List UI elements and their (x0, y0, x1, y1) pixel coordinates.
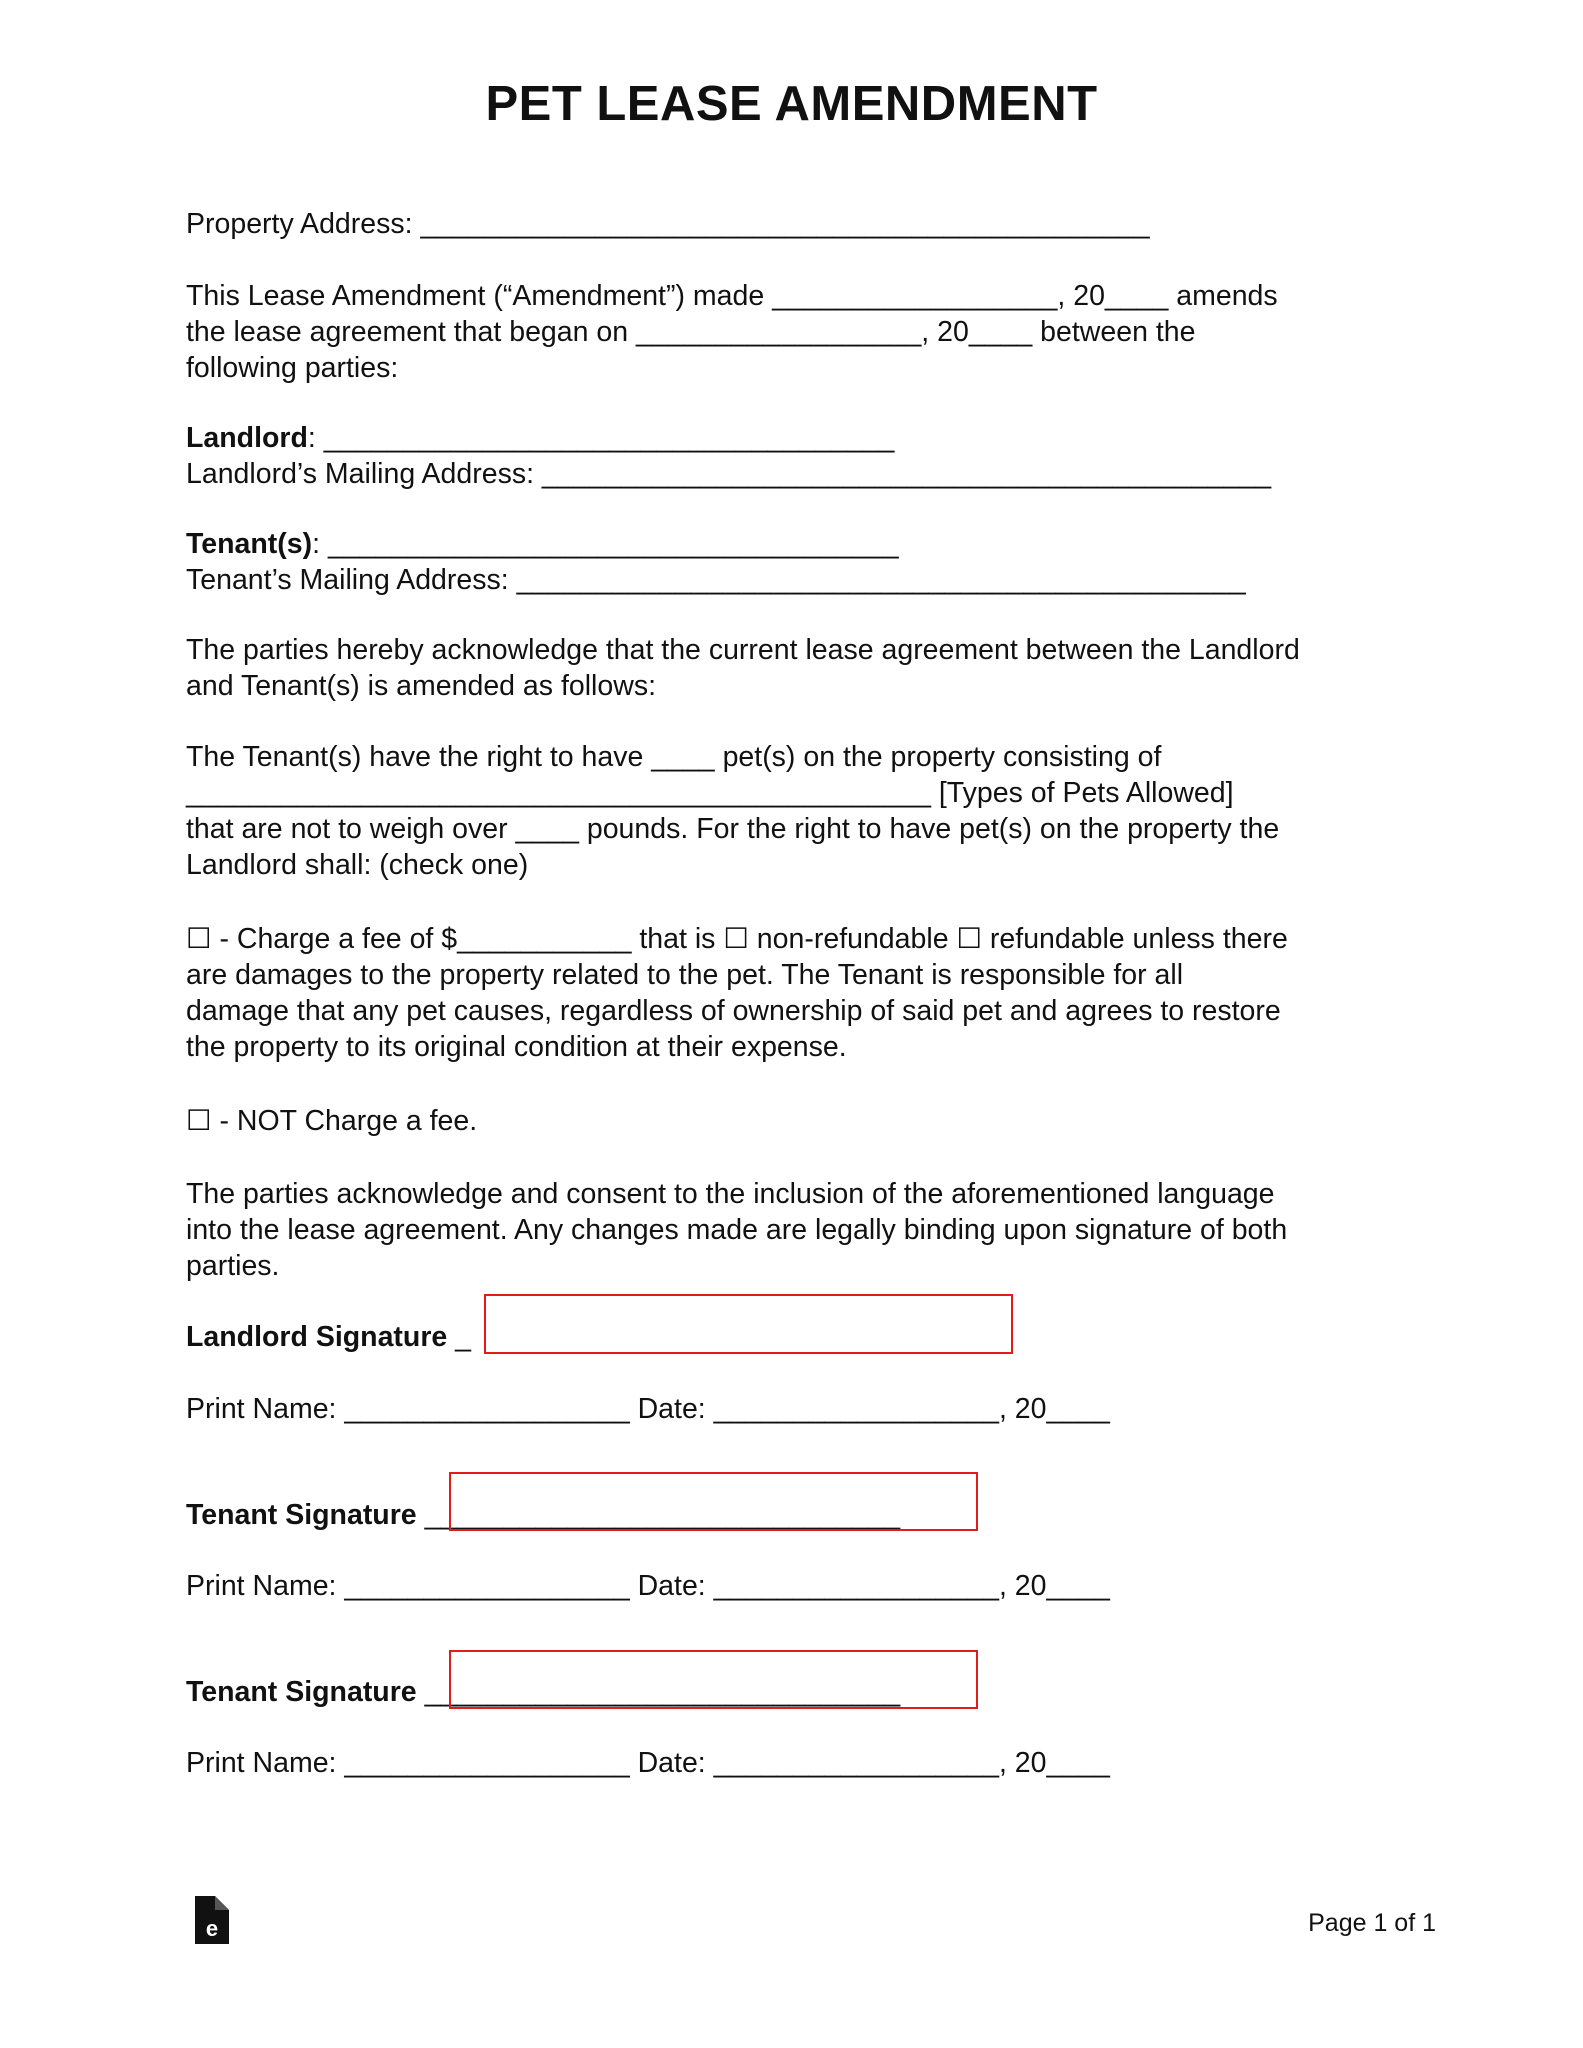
tenant-signature-field-2[interactable] (449, 1650, 978, 1709)
document-title: PET LEASE AMENDMENT (485, 77, 1098, 131)
page-number: Page 1 of 1 (1308, 1909, 1436, 1937)
landlord-label: Landlord (186, 422, 308, 454)
landlord-blank: : ____________________________________ (307, 422, 895, 454)
acknowledge-line-1: The parties hereby acknowledge that the current lease agreement between the Landlord (186, 634, 1300, 666)
pets-line-4: Landlord shall: (check one) (186, 849, 529, 881)
svg-text:e: e (205, 1916, 219, 1941)
pets-line-3: that are not to weigh over ____ pounds. For the right to have pet(s) on the property the (186, 813, 1280, 845)
landlord-signature-label: Landlord Signature (186, 1321, 448, 1353)
tenant-line (186, 526, 899, 562)
tenant-print-date-line-1: Print Name: __________________ Date: __________________, 20____ (186, 1570, 1110, 1602)
landlord-signature-field[interactable] (484, 1294, 1013, 1354)
tenant-print-date-line-2: Print Name: __________________ Date: __________________, 20____ (186, 1747, 1110, 1779)
fee-option-line-3: damage that any pet causes, regardless of ownership of said pet and agrees to restore (186, 995, 1281, 1027)
tenant-signature-field-1[interactable] (449, 1472, 978, 1531)
consent-line-2: into the lease agreement. Any changes made are legally binding upon signature of both (186, 1214, 1288, 1246)
acknowledge-line-2: and Tenant(s) is amended as follows: (186, 670, 656, 702)
fee-option-line-4: the property to its original condition at their expense. (186, 1031, 847, 1063)
landlord-signature-line (186, 1319, 471, 1355)
tenant-label: Tenant(s) (186, 528, 313, 560)
landlord-signature-blank: _ (447, 1321, 472, 1353)
tenant-mailing-line: Tenant’s Mailing Address: ______________________________________________ (186, 564, 1246, 596)
intro-line-1: This Lease Amendment (“Amendment”) made __________________, 20____ amends (186, 280, 1278, 312)
property-address-line: Property Address: ______________________________________________ (186, 208, 1150, 240)
tenant-signature-blank-1: ______________________________ (416, 1499, 901, 1531)
intro-line-2: the lease agreement that began on __________________, 20____ between the (186, 316, 1196, 348)
pets-line-1: The Tenant(s) have the right to have ____ pet(s) on the property consisting of (186, 741, 1162, 773)
no-fee-option: ☐ - NOT Charge a fee. (186, 1105, 478, 1137)
document-e-icon (195, 1896, 229, 1944)
consent-line-1: The parties acknowledge and consent to the inclusion of the aforementioned language (186, 1178, 1275, 1210)
landlord-line (186, 420, 894, 456)
pets-line-2: _______________________________________________ [Types of Pets Allowed] (186, 777, 1234, 809)
tenant-signature-blank-2: ______________________________ (416, 1676, 901, 1708)
tenant-blank: : ____________________________________ (312, 528, 899, 560)
consent-line-3: parties. (186, 1250, 280, 1282)
fee-option-line-1: ☐ - Charge a fee of $___________ that is ☐ non-refundable ☐ refundable unless there (186, 923, 1288, 955)
tenant-signature-label-1: Tenant Signature (186, 1499, 417, 1531)
fee-option-line-2: are damages to the property related to the pet. The Tenant is responsible for all (186, 959, 1184, 991)
intro-line-3: following parties: (186, 352, 399, 384)
tenant-signature-label-2: Tenant Signature (186, 1676, 417, 1708)
landlord-mailing-line: Landlord’s Mailing Address: ______________________________________________ (186, 458, 1272, 490)
landlord-print-date-line: Print Name: __________________ Date: __________________, 20____ (186, 1393, 1110, 1425)
